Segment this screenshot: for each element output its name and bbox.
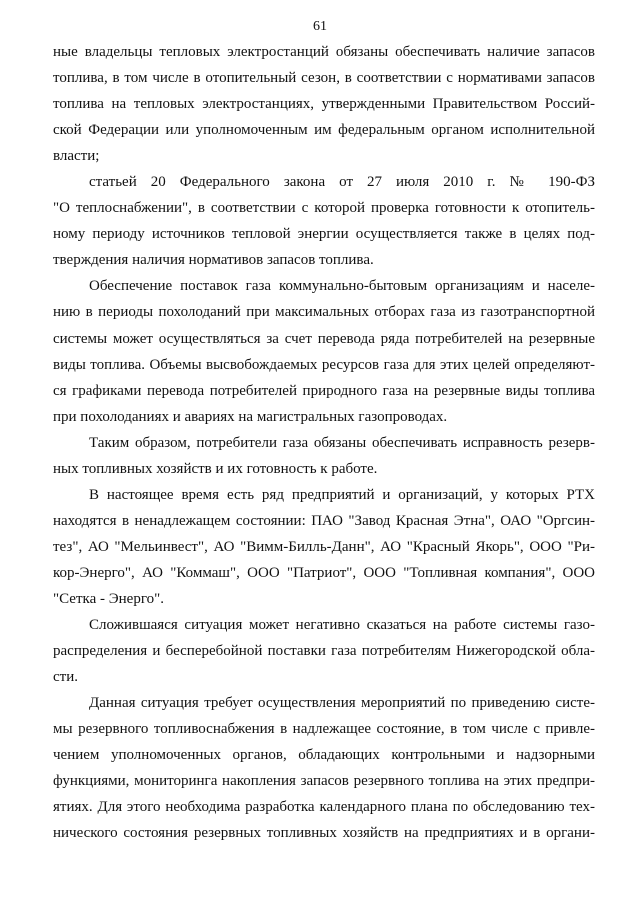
text-line: статьей 20 Федерального закона от 27 июля 2010 г. № 190-ФЗ	[89, 174, 595, 191]
body-text	[53, 39, 595, 846]
text-line: виды топлива. Объемы высвобождаемых ресурсов газа для этих целей определяют-	[53, 356, 595, 373]
paragraph	[53, 273, 595, 429]
paragraph	[53, 430, 595, 482]
paragraph	[53, 690, 595, 846]
text-line: ятиях. Для этого необходима разработка календарного плана по обследованию тех-	[53, 799, 595, 816]
text-line: тез", АО "Мельинвест", АО "Вимм-Билль-Данн", АО "Красный Якорь", ООО "Ри-	[53, 538, 595, 555]
text-line: кор-Энерго", АО "Коммаш", ООО "Патриот", ООО "Топливная компания", ООО	[53, 564, 595, 581]
text-line: "О теплоснабжении", в соответствии с которой проверка готовности к отопитель-	[53, 200, 595, 217]
text-line: ных топливных хозяйств и их готовность к работе.	[53, 460, 378, 477]
text-line: нию в периоды похолоданий при максимальных отборах газа из газотранспортной	[53, 304, 595, 321]
text-line: тверждения наличия нормативов запасов топлива.	[53, 252, 374, 269]
text-line: ному периоду источников тепловой энергии осуществляется также в целях под-	[53, 226, 595, 243]
text-line: ся графиками перевода потребителей природного газа на резервные виды топлива	[53, 382, 595, 399]
text-line: распределения и бесперебойной поставки газа потребителям Нижегородской обла-	[53, 643, 595, 660]
text-line: "Сетка - Энерго".	[53, 590, 164, 607]
text-line: системы может осуществляться за счет перевода ряда потребителей на резервные	[53, 330, 595, 347]
text-line: находятся в ненадлежащем состоянии: ПАО "Завод Красная Этна", ОАО "Оргсин-	[53, 512, 595, 529]
paragraph	[53, 39, 595, 169]
text-line: Обеспечение поставок газа коммунально-бытовым организациям и населе-	[89, 278, 595, 295]
text-line: мы резервного топливоснабжения в надлежащее состояние, в том числе с привле-	[53, 721, 595, 738]
text-line: ской Федерации или уполномоченным им федеральным органом исполнительной	[53, 122, 595, 139]
text-line: при похолоданиях и авариях на магистральных газопроводах.	[53, 408, 448, 425]
page-number: 61	[313, 19, 327, 34]
text-line: топлива на тепловых электростанциях, утвержденными Правительством Россий-	[53, 96, 595, 113]
paragraph	[53, 482, 595, 612]
paragraph	[53, 169, 595, 273]
text-line: В настоящее время есть ряд предприятий и организаций, у которых РТХ	[89, 486, 595, 503]
text-line: топлива, в том числе в отопительный сезон, в соответствии с нормативами запасов	[53, 70, 595, 87]
text-line: ные владельцы тепловых электростанций обязаны обеспечивать наличие запасов	[53, 44, 595, 60]
text-line: Таким образом, потребители газа обязаны обеспечивать исправность резерв-	[89, 434, 595, 451]
paragraph	[53, 612, 595, 690]
text-line: Сложившаяся ситуация может негативно сказаться на работе системы газо-	[89, 617, 595, 634]
text-line: власти;	[53, 148, 100, 165]
text-line: чением уполномоченных органов, обладающих контрольными и надзорными	[53, 747, 595, 764]
text-line: нического состояния резервных топливных хозяйств на предприятиях и в органи-	[53, 825, 595, 842]
text-line: сти.	[53, 669, 78, 686]
text-line: Данная ситуация требует осуществления мероприятий по приведению систе-	[89, 695, 595, 712]
text-line: функциями, мониторинга накопления запасов резервного топлива на этих предпри-	[53, 773, 595, 790]
